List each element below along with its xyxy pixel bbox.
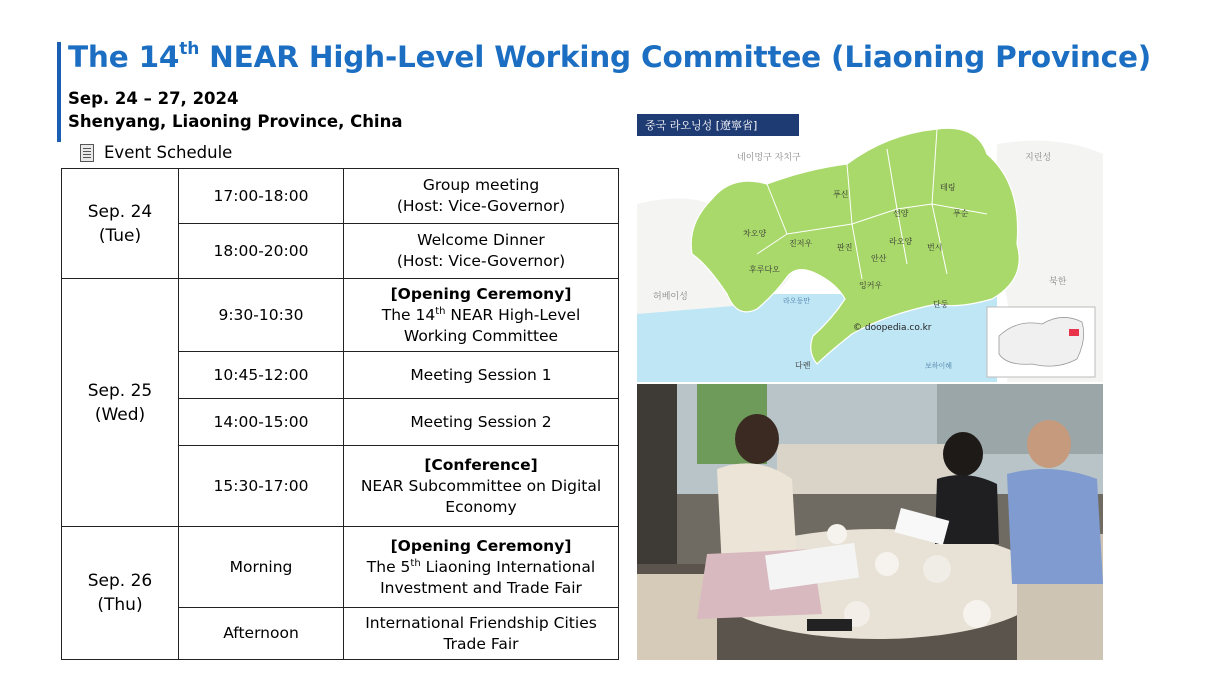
time-cell: 9:30-10:30 — [179, 279, 344, 352]
map-city-label: 단둥 — [933, 300, 949, 309]
event-cell: International Friendship Cities Trade Fair — [344, 608, 619, 660]
photo-graphic — [637, 384, 1103, 660]
title-accent-bar — [57, 42, 61, 142]
event-cell: [Opening Ceremony] The 5th Liaoning International Investment and Trade Fair — [344, 527, 619, 608]
map-region-label: 허베이성 — [653, 292, 688, 302]
time-cell: Morning — [179, 527, 344, 608]
event-cell: Welcome Dinner (Host: Vice-Governor) — [344, 224, 619, 279]
event-cell: Meeting Session 2 — [344, 399, 619, 446]
map-city-label: 잉커우 — [859, 281, 883, 290]
table-row — [62, 527, 619, 608]
map-region-label: 북한 — [1049, 277, 1067, 287]
event-location: Shenyang, Liaoning Province, China — [68, 112, 403, 131]
table-row — [62, 169, 619, 224]
event-cell: [Conference] NEAR Subcommittee on Digital Economy — [344, 446, 619, 527]
time-cell: 18:00-20:00 — [179, 224, 344, 279]
map-city-label: 푸순 — [953, 209, 969, 218]
map-copyright: © doopedia.co.kr — [853, 323, 932, 333]
map-city-label: 진저우 — [789, 239, 813, 248]
schedule-label: Event Schedule — [104, 143, 233, 162]
day-cell: Sep. 26 (Thu) — [62, 527, 179, 660]
event-cell: [Opening Ceremony] The 14th NEAR High-Level Working Committee — [344, 279, 619, 352]
document-icon — [80, 144, 94, 162]
time-cell: 15:30-17:00 — [179, 446, 344, 527]
time-cell: 14:00-15:00 — [179, 399, 344, 446]
map-city-label: 차오양 — [743, 229, 767, 238]
meeting-photo — [637, 384, 1103, 660]
map-city-label: 다롄 — [795, 361, 811, 370]
event-cell: Group meeting (Host: Vice-Governor) — [344, 169, 619, 224]
map-city-label: 푸신 — [833, 190, 849, 199]
table-row — [62, 279, 619, 352]
time-cell: Afternoon — [179, 608, 344, 660]
map-city-label: 판진 — [837, 243, 853, 252]
page-title: The 14th NEAR High-Level Working Committee (Liaoning Province) — [68, 39, 1152, 74]
map-sea-label: 라오둥만 — [783, 297, 811, 305]
event-cell: Meeting Session 1 — [344, 352, 619, 399]
map-city-label: 테링 — [940, 183, 956, 192]
event-date: Sep. 24 – 27, 2024 — [68, 89, 239, 108]
map-city-label: 번시 — [927, 243, 943, 252]
liaoning-map — [637, 114, 1103, 382]
schedule-table — [61, 168, 619, 660]
map-sea-label: 보하이해 — [925, 362, 953, 370]
map-city-label: 라오양 — [889, 237, 913, 246]
day-cell: Sep. 24 (Tue) — [62, 169, 179, 279]
time-cell: 17:00-18:00 — [179, 169, 344, 224]
schedule-heading — [80, 143, 232, 162]
day-cell: Sep. 25 (Wed) — [62, 279, 179, 527]
map-city-label: 후루다오 — [749, 265, 780, 274]
time-cell: 10:45-12:00 — [179, 352, 344, 399]
map-city-label: 안산 — [871, 254, 887, 263]
map-title: 중국 라오닝성 [遼寧省] — [645, 119, 758, 132]
map-region-label: 지린성 — [1025, 153, 1052, 163]
map-region-label: 네이멍구 자치구 — [737, 153, 801, 163]
map-city-label: 선양 — [893, 209, 909, 218]
